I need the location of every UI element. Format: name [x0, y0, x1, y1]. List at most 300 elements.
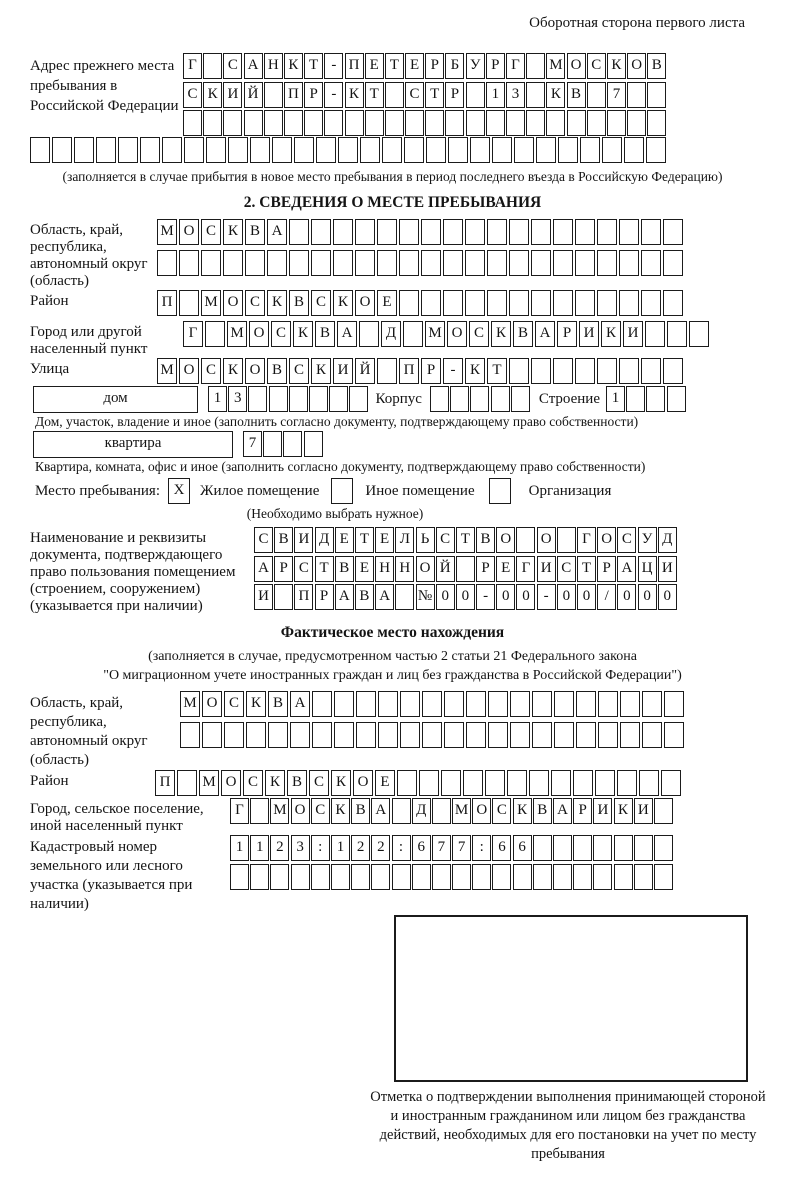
char-box[interactable]: С: [311, 290, 331, 316]
char-box[interactable]: [627, 110, 646, 136]
char-box[interactable]: [118, 137, 138, 163]
char-box[interactable]: [267, 250, 287, 276]
char-box[interactable]: [593, 864, 612, 890]
char-box[interactable]: В: [315, 321, 335, 347]
char-box[interactable]: [492, 864, 511, 890]
char-box[interactable]: :: [392, 835, 411, 861]
char-box[interactable]: [507, 770, 527, 796]
char-box[interactable]: [514, 137, 534, 163]
char-box[interactable]: [140, 137, 160, 163]
char-box[interactable]: [443, 219, 463, 245]
char-box[interactable]: В: [287, 770, 307, 796]
char-box[interactable]: -: [476, 584, 495, 610]
char-box[interactable]: О: [202, 691, 222, 717]
char-box[interactable]: [641, 219, 661, 245]
char-box[interactable]: [404, 137, 424, 163]
char-box[interactable]: [274, 584, 293, 610]
char-box[interactable]: [333, 219, 353, 245]
char-box[interactable]: О: [221, 770, 241, 796]
char-box[interactable]: 0: [436, 584, 455, 610]
char-box[interactable]: К: [267, 290, 287, 316]
char-box[interactable]: А: [371, 798, 390, 824]
char-box[interactable]: К: [293, 321, 313, 347]
char-box[interactable]: [664, 691, 684, 717]
char-box[interactable]: [250, 864, 269, 890]
char-box[interactable]: [667, 321, 687, 347]
char-box[interactable]: О: [179, 358, 199, 384]
char-box[interactable]: [385, 82, 404, 108]
char-box[interactable]: 0: [577, 584, 596, 610]
char-box[interactable]: О: [472, 798, 491, 824]
char-box[interactable]: [575, 290, 595, 316]
char-box[interactable]: В: [647, 53, 666, 79]
char-box[interactable]: [430, 386, 449, 412]
char-box[interactable]: Г: [577, 527, 596, 553]
char-box[interactable]: [324, 110, 343, 136]
char-box[interactable]: 0: [557, 584, 576, 610]
char-box[interactable]: Е: [365, 53, 384, 79]
char-box[interactable]: Т: [425, 82, 444, 108]
char-box[interactable]: М: [227, 321, 247, 347]
char-box[interactable]: [573, 864, 592, 890]
char-box[interactable]: Д: [315, 527, 334, 553]
char-box[interactable]: 2: [351, 835, 370, 861]
char-box[interactable]: [619, 358, 639, 384]
organization-checkbox[interactable]: [489, 478, 511, 504]
char-box[interactable]: С: [405, 82, 424, 108]
char-box[interactable]: [641, 290, 661, 316]
char-box[interactable]: [202, 722, 222, 748]
char-box[interactable]: [432, 864, 451, 890]
char-box[interactable]: [371, 864, 390, 890]
char-box[interactable]: 1: [606, 386, 625, 412]
char-box[interactable]: [456, 556, 475, 582]
char-box[interactable]: И: [294, 527, 313, 553]
char-box[interactable]: О: [537, 527, 556, 553]
char-box[interactable]: К: [223, 358, 243, 384]
char-box[interactable]: [445, 110, 464, 136]
char-box[interactable]: [553, 358, 573, 384]
char-box[interactable]: В: [335, 556, 354, 582]
char-box[interactable]: [432, 798, 451, 824]
char-box[interactable]: [627, 82, 646, 108]
char-box[interactable]: Р: [573, 798, 592, 824]
char-box[interactable]: 1: [486, 82, 505, 108]
char-box[interactable]: 1: [331, 835, 350, 861]
char-box[interactable]: Т: [577, 556, 596, 582]
char-box[interactable]: [465, 250, 485, 276]
char-box[interactable]: [510, 722, 530, 748]
char-box[interactable]: -: [443, 358, 463, 384]
char-box[interactable]: [405, 110, 424, 136]
char-box[interactable]: [450, 386, 469, 412]
char-box[interactable]: [532, 691, 552, 717]
char-box[interactable]: А: [290, 691, 310, 717]
char-box[interactable]: Р: [476, 556, 495, 582]
char-box[interactable]: Т: [456, 527, 475, 553]
char-box[interactable]: К: [223, 219, 243, 245]
char-box[interactable]: [531, 250, 551, 276]
char-box[interactable]: С: [309, 770, 329, 796]
char-box[interactable]: К: [546, 82, 565, 108]
char-box[interactable]: [575, 358, 595, 384]
char-box[interactable]: [546, 110, 565, 136]
char-box[interactable]: 0: [516, 584, 535, 610]
char-box[interactable]: [268, 722, 288, 748]
char-box[interactable]: [203, 110, 222, 136]
char-box[interactable]: С: [254, 527, 273, 553]
char-box[interactable]: [470, 137, 490, 163]
char-box[interactable]: [597, 290, 617, 316]
char-box[interactable]: Д: [412, 798, 431, 824]
char-box[interactable]: О: [245, 358, 265, 384]
char-box[interactable]: К: [265, 770, 285, 796]
char-box[interactable]: Д: [658, 527, 677, 553]
char-box[interactable]: [443, 250, 463, 276]
char-box[interactable]: В: [351, 798, 370, 824]
char-box[interactable]: [529, 770, 549, 796]
char-box[interactable]: В: [476, 527, 495, 553]
char-box[interactable]: И: [593, 798, 612, 824]
char-box[interactable]: [421, 219, 441, 245]
char-box[interactable]: [203, 53, 222, 79]
char-box[interactable]: [624, 137, 644, 163]
char-box[interactable]: [491, 386, 510, 412]
char-box[interactable]: [553, 250, 573, 276]
char-box[interactable]: Т: [487, 358, 507, 384]
char-box[interactable]: [250, 137, 270, 163]
char-box[interactable]: [597, 250, 617, 276]
char-box[interactable]: [558, 137, 578, 163]
char-box[interactable]: С: [311, 798, 330, 824]
char-box[interactable]: [533, 835, 552, 861]
char-box[interactable]: [351, 864, 370, 890]
char-box[interactable]: С: [469, 321, 489, 347]
char-box[interactable]: С: [243, 770, 263, 796]
char-box[interactable]: Г: [230, 798, 249, 824]
char-box[interactable]: [349, 386, 368, 412]
char-box[interactable]: [284, 110, 303, 136]
char-box[interactable]: [183, 110, 202, 136]
char-box[interactable]: [486, 110, 505, 136]
char-box[interactable]: [205, 321, 225, 347]
char-box[interactable]: [338, 137, 358, 163]
char-box[interactable]: М: [546, 53, 565, 79]
char-box[interactable]: [329, 386, 348, 412]
char-box[interactable]: А: [254, 556, 273, 582]
char-box[interactable]: К: [465, 358, 485, 384]
char-box[interactable]: О: [447, 321, 467, 347]
char-box[interactable]: 2: [270, 835, 289, 861]
char-box[interactable]: [532, 722, 552, 748]
char-box[interactable]: [331, 864, 350, 890]
char-box[interactable]: [593, 835, 612, 861]
char-box[interactable]: Л: [395, 527, 414, 553]
char-box[interactable]: [626, 386, 645, 412]
char-box[interactable]: [356, 691, 376, 717]
char-box[interactable]: Ь: [416, 527, 435, 553]
char-box[interactable]: [378, 722, 398, 748]
char-box[interactable]: С: [557, 556, 576, 582]
char-box[interactable]: [531, 219, 551, 245]
char-box[interactable]: [639, 770, 659, 796]
char-box[interactable]: [272, 137, 292, 163]
char-box[interactable]: [509, 250, 529, 276]
char-box[interactable]: Р: [274, 556, 293, 582]
char-box[interactable]: [250, 798, 269, 824]
char-box[interactable]: [667, 386, 686, 412]
char-box[interactable]: [647, 82, 666, 108]
char-box[interactable]: Г: [516, 556, 535, 582]
char-box[interactable]: О: [416, 556, 435, 582]
char-box[interactable]: К: [203, 82, 222, 108]
char-box[interactable]: [403, 321, 423, 347]
char-box[interactable]: [488, 722, 508, 748]
char-box[interactable]: [412, 864, 431, 890]
char-box[interactable]: [619, 290, 639, 316]
char-box[interactable]: [663, 219, 683, 245]
char-box[interactable]: [645, 321, 665, 347]
char-box[interactable]: [224, 722, 244, 748]
char-box[interactable]: [360, 137, 380, 163]
char-box[interactable]: [619, 250, 639, 276]
char-box[interactable]: А: [375, 584, 394, 610]
char-box[interactable]: [397, 770, 417, 796]
char-box[interactable]: [264, 110, 283, 136]
char-box[interactable]: Р: [315, 584, 334, 610]
char-box[interactable]: 0: [456, 584, 475, 610]
char-box[interactable]: [443, 290, 463, 316]
char-box[interactable]: [647, 110, 666, 136]
char-box[interactable]: М: [157, 219, 177, 245]
char-box[interactable]: [263, 431, 282, 457]
char-box[interactable]: В: [268, 691, 288, 717]
char-box[interactable]: [664, 722, 684, 748]
char-box[interactable]: :: [311, 835, 330, 861]
char-box[interactable]: [452, 864, 471, 890]
char-box[interactable]: 6: [513, 835, 532, 861]
char-box[interactable]: [641, 250, 661, 276]
char-box[interactable]: Г: [183, 53, 202, 79]
char-box[interactable]: С: [271, 321, 291, 347]
char-box[interactable]: М: [201, 290, 221, 316]
char-box[interactable]: [52, 137, 72, 163]
char-box[interactable]: [531, 358, 551, 384]
char-box[interactable]: А: [244, 53, 263, 79]
char-box[interactable]: Р: [557, 321, 577, 347]
char-box[interactable]: 3: [291, 835, 310, 861]
char-box[interactable]: [246, 722, 266, 748]
char-box[interactable]: [531, 290, 551, 316]
char-box[interactable]: Р: [421, 358, 441, 384]
char-box[interactable]: [283, 431, 302, 457]
char-box[interactable]: К: [246, 691, 266, 717]
other-premises-checkbox[interactable]: [331, 478, 353, 504]
char-box[interactable]: 6: [412, 835, 431, 861]
char-box[interactable]: [553, 835, 572, 861]
char-box[interactable]: [661, 770, 681, 796]
char-box[interactable]: [573, 770, 593, 796]
char-box[interactable]: [575, 219, 595, 245]
char-box[interactable]: [536, 137, 556, 163]
char-box[interactable]: Й: [436, 556, 455, 582]
char-box[interactable]: С: [436, 527, 455, 553]
char-box[interactable]: С: [201, 358, 221, 384]
char-box[interactable]: [654, 798, 673, 824]
char-box[interactable]: [228, 137, 248, 163]
char-box[interactable]: В: [274, 527, 293, 553]
char-box[interactable]: Е: [377, 290, 397, 316]
char-box[interactable]: [465, 219, 485, 245]
char-box[interactable]: [466, 691, 486, 717]
char-box[interactable]: [487, 250, 507, 276]
char-box[interactable]: [311, 864, 330, 890]
char-box[interactable]: [333, 250, 353, 276]
char-box[interactable]: [377, 358, 397, 384]
char-box[interactable]: Й: [355, 358, 375, 384]
char-box[interactable]: [466, 110, 485, 136]
char-box[interactable]: Т: [385, 53, 404, 79]
char-box[interactable]: Ц: [638, 556, 657, 582]
char-box[interactable]: И: [658, 556, 677, 582]
char-box[interactable]: М: [452, 798, 471, 824]
char-box[interactable]: [526, 53, 545, 79]
char-box[interactable]: 7: [243, 431, 262, 457]
char-box[interactable]: А: [267, 219, 287, 245]
char-box[interactable]: В: [567, 82, 586, 108]
char-box[interactable]: [580, 137, 600, 163]
char-box[interactable]: [510, 691, 530, 717]
char-box[interactable]: 7: [607, 82, 626, 108]
char-box[interactable]: -: [324, 82, 343, 108]
char-box[interactable]: [304, 431, 323, 457]
char-box[interactable]: [554, 722, 574, 748]
char-box[interactable]: С: [183, 82, 202, 108]
char-box[interactable]: [663, 250, 683, 276]
char-box[interactable]: [642, 691, 662, 717]
char-box[interactable]: [509, 219, 529, 245]
char-box[interactable]: [426, 137, 446, 163]
char-box[interactable]: А: [335, 584, 354, 610]
char-box[interactable]: [620, 691, 640, 717]
char-box[interactable]: [177, 770, 197, 796]
char-box[interactable]: [587, 110, 606, 136]
char-box[interactable]: [157, 250, 177, 276]
char-box[interactable]: [289, 386, 308, 412]
char-box[interactable]: [553, 864, 572, 890]
char-box[interactable]: [598, 722, 618, 748]
char-box[interactable]: [248, 386, 267, 412]
char-box[interactable]: У: [466, 53, 485, 79]
char-box[interactable]: [554, 691, 574, 717]
char-box[interactable]: П: [294, 584, 313, 610]
char-box[interactable]: [392, 864, 411, 890]
char-box[interactable]: [201, 250, 221, 276]
char-box[interactable]: [422, 722, 442, 748]
char-box[interactable]: [576, 691, 596, 717]
char-box[interactable]: [421, 290, 441, 316]
char-box[interactable]: [614, 864, 633, 890]
char-box[interactable]: К: [513, 798, 532, 824]
char-box[interactable]: [223, 110, 242, 136]
char-box[interactable]: Т: [355, 527, 374, 553]
char-box[interactable]: Й: [244, 82, 263, 108]
char-box[interactable]: А: [617, 556, 636, 582]
char-box[interactable]: [466, 82, 485, 108]
char-box[interactable]: [377, 219, 397, 245]
char-box[interactable]: [365, 110, 384, 136]
char-box[interactable]: [634, 835, 653, 861]
char-box[interactable]: И: [537, 556, 556, 582]
char-box[interactable]: [230, 864, 249, 890]
char-box[interactable]: [392, 798, 411, 824]
char-box[interactable]: [334, 691, 354, 717]
char-box[interactable]: О: [291, 798, 310, 824]
char-box[interactable]: М: [199, 770, 219, 796]
char-box[interactable]: И: [579, 321, 599, 347]
char-box[interactable]: 3: [506, 82, 525, 108]
char-box[interactable]: П: [399, 358, 419, 384]
char-box[interactable]: Т: [304, 53, 323, 79]
char-box[interactable]: -: [324, 53, 343, 79]
char-box[interactable]: 0: [658, 584, 677, 610]
residential-checkbox[interactable]: X: [168, 478, 190, 504]
char-box[interactable]: [74, 137, 94, 163]
char-box[interactable]: 0: [617, 584, 636, 610]
char-box[interactable]: О: [355, 290, 375, 316]
char-box[interactable]: Р: [445, 82, 464, 108]
char-box[interactable]: А: [535, 321, 555, 347]
char-box[interactable]: И: [254, 584, 273, 610]
char-box[interactable]: В: [355, 584, 374, 610]
char-box[interactable]: [595, 770, 615, 796]
char-box[interactable]: [264, 82, 283, 108]
char-box[interactable]: К: [491, 321, 511, 347]
char-box[interactable]: 0: [638, 584, 657, 610]
char-box[interactable]: К: [311, 358, 331, 384]
char-box[interactable]: Д: [381, 321, 401, 347]
char-box[interactable]: [472, 864, 491, 890]
char-box[interactable]: [400, 691, 420, 717]
char-box[interactable]: [619, 219, 639, 245]
char-box[interactable]: [448, 137, 468, 163]
char-box[interactable]: [385, 110, 404, 136]
char-box[interactable]: 6: [492, 835, 511, 861]
char-box[interactable]: [602, 137, 622, 163]
char-box[interactable]: [444, 722, 464, 748]
char-box[interactable]: [30, 137, 50, 163]
char-box[interactable]: [487, 219, 507, 245]
char-box[interactable]: [642, 722, 662, 748]
char-box[interactable]: [395, 584, 414, 610]
char-box[interactable]: [470, 386, 489, 412]
char-box[interactable]: [553, 290, 573, 316]
char-box[interactable]: [689, 321, 709, 347]
char-box[interactable]: М: [180, 691, 200, 717]
char-box[interactable]: [533, 864, 552, 890]
char-box[interactable]: [641, 358, 661, 384]
char-box[interactable]: [551, 770, 571, 796]
char-box[interactable]: В: [533, 798, 552, 824]
char-box[interactable]: [294, 137, 314, 163]
char-box[interactable]: [646, 137, 666, 163]
char-box[interactable]: Н: [395, 556, 414, 582]
char-box[interactable]: М: [157, 358, 177, 384]
char-box[interactable]: [614, 835, 633, 861]
char-box[interactable]: [597, 219, 617, 245]
char-box[interactable]: [359, 321, 379, 347]
char-box[interactable]: С: [224, 691, 244, 717]
